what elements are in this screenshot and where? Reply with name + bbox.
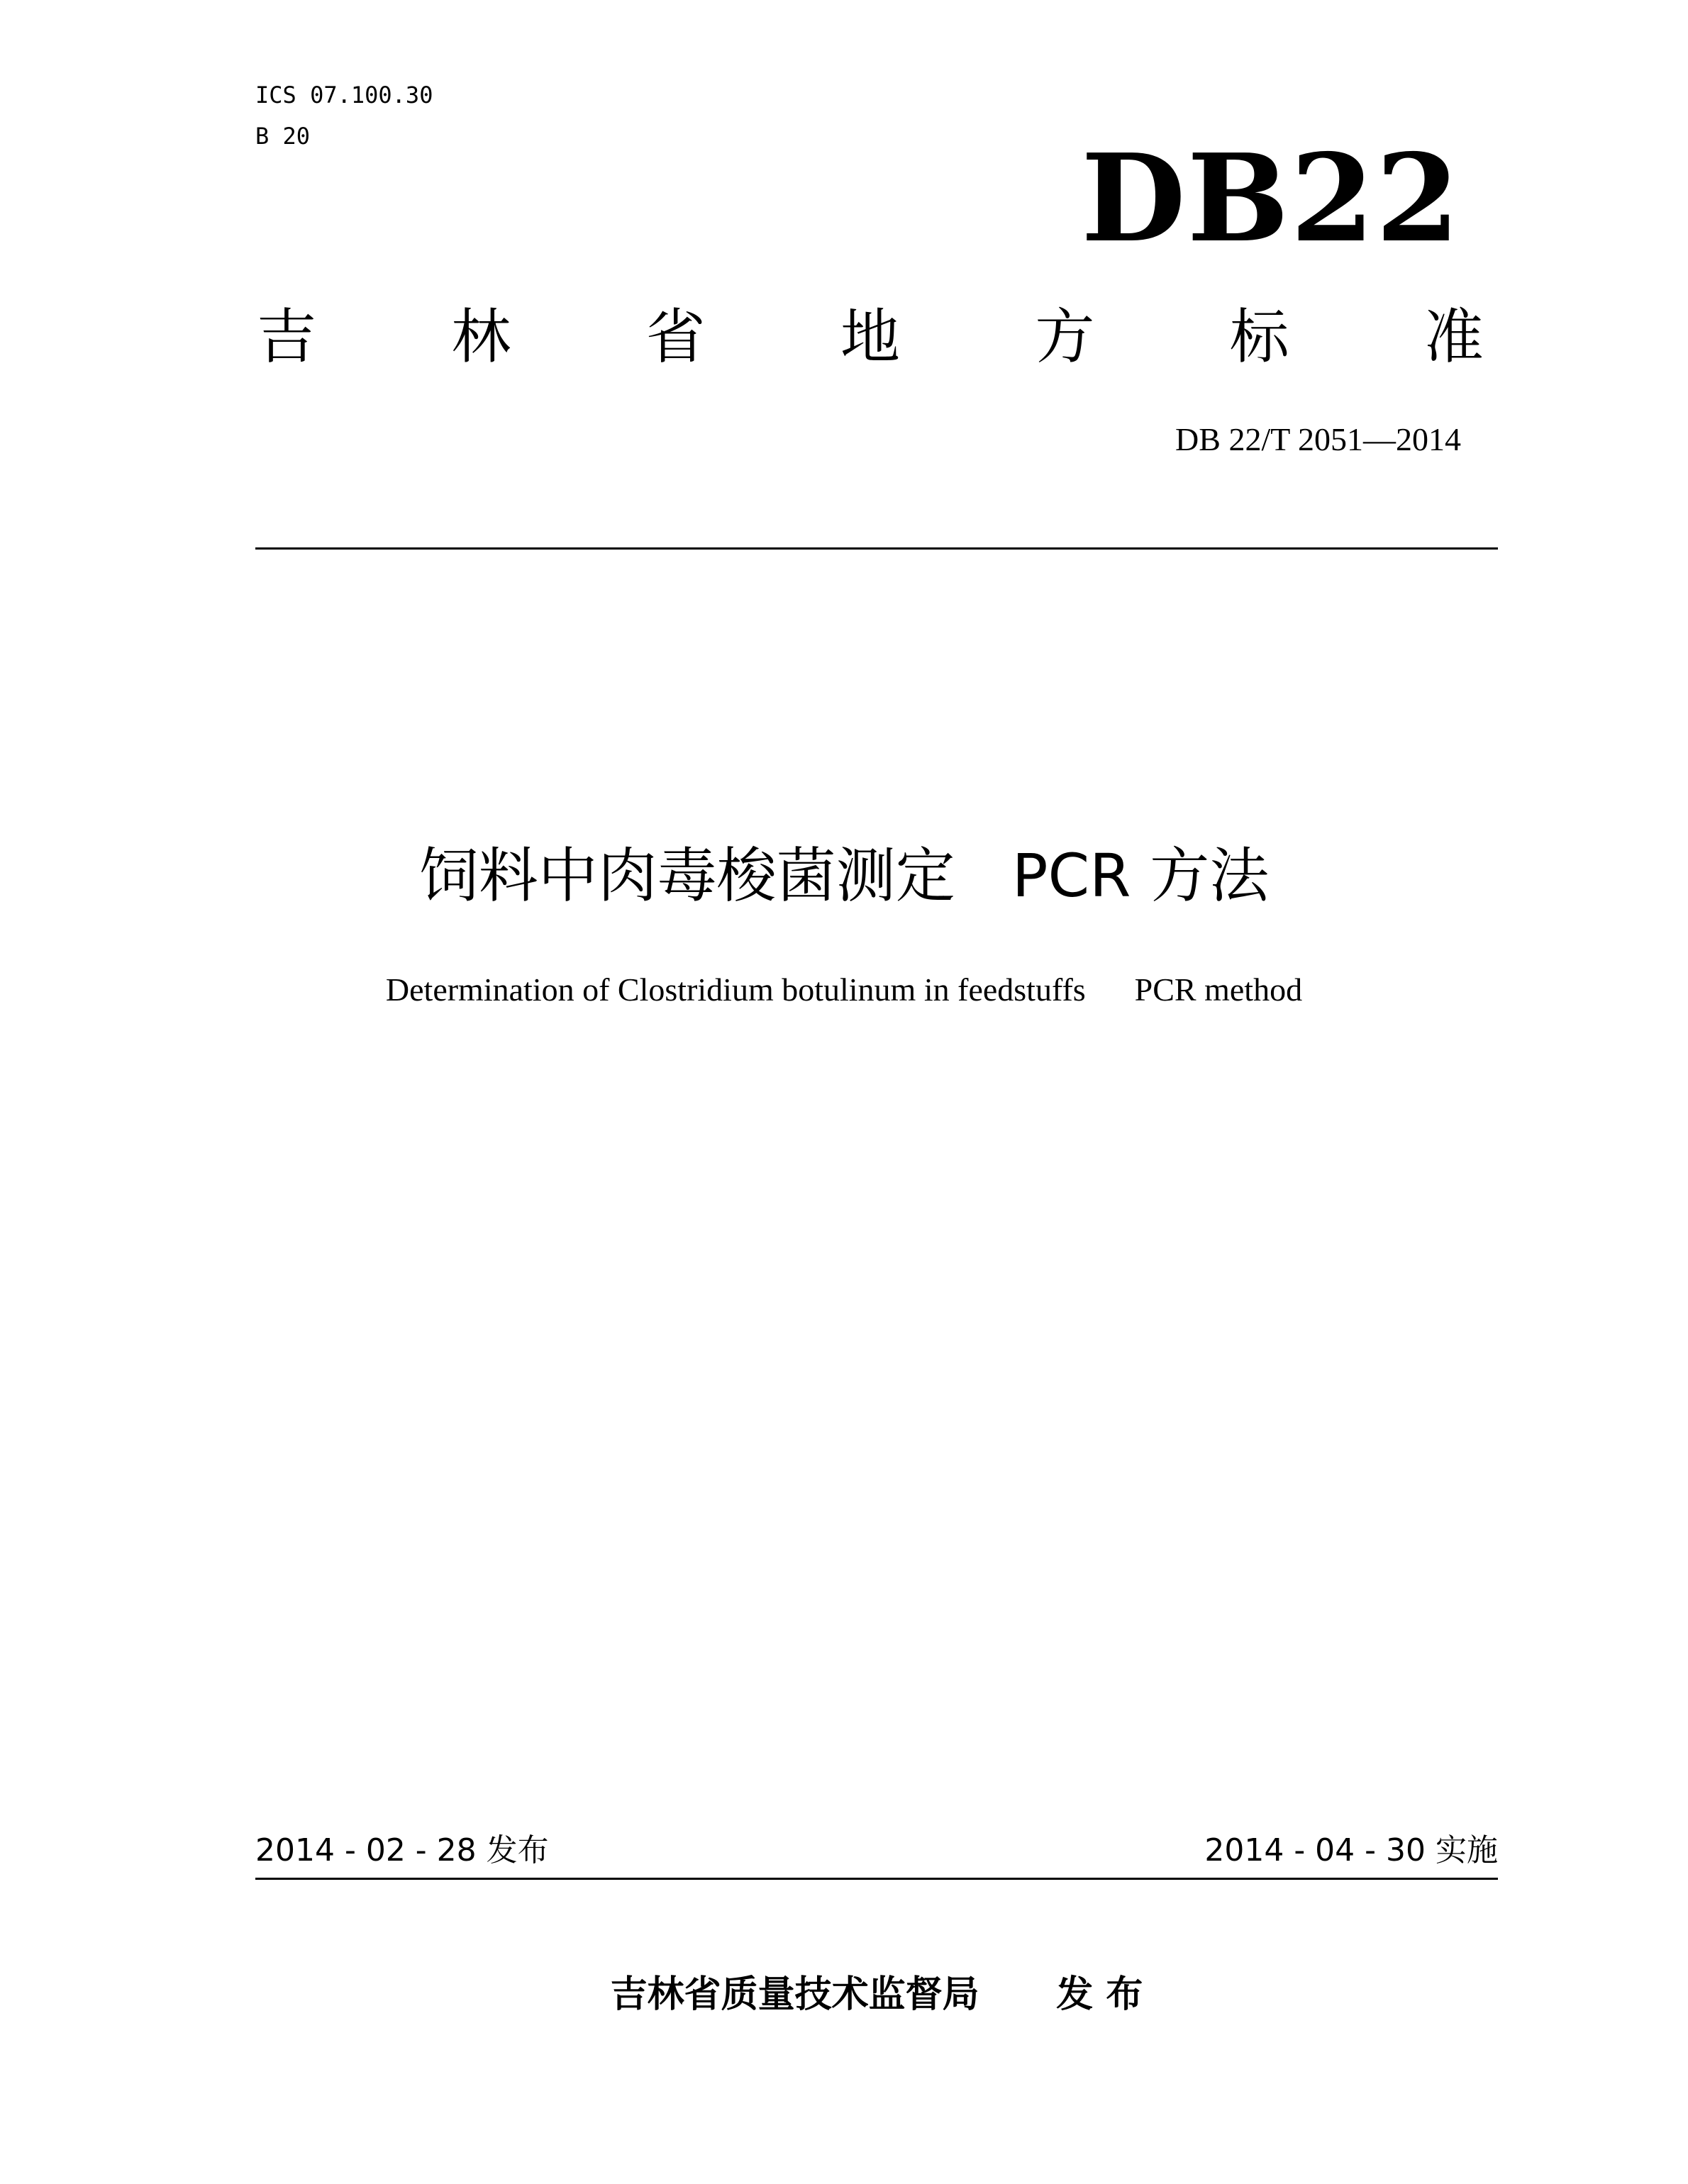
ccs-code: B 20 [255,123,311,150]
standard-logo: DB22 [1081,128,1461,269]
standard-type-title [257,301,1484,372]
standard-type-char: 准 [1423,302,1484,372]
issuing-authority: 吉林省质量技术监督局 发 布 [610,1973,1143,2016]
implement-date: 2014 - 04 - 30 实施 [1204,1832,1498,1868]
standard-type-char: 地 [840,302,900,372]
top-divider [255,547,1498,550]
publish-date: 2014 - 02 - 28 发布 [255,1832,549,1868]
standard-type-char: 标 [1229,302,1289,372]
standard-type-char: 林 [451,302,511,372]
standard-type-char: 方 [1035,302,1095,372]
ics-code: ICS 07.100.30 [255,82,433,108]
title-chinese: 饲料中肉毒梭菌测定 PCR 方法 [418,841,1270,910]
standard-type-char: 吉 [257,302,317,372]
standard-number: DB 22/T 2051—2014 [1175,421,1461,457]
bottom-divider [255,1878,1498,1880]
title-english: Determination of Clostridium botulinum in feedstuffs PCR method [385,971,1303,1008]
standard-type-char: 省 [645,302,706,372]
